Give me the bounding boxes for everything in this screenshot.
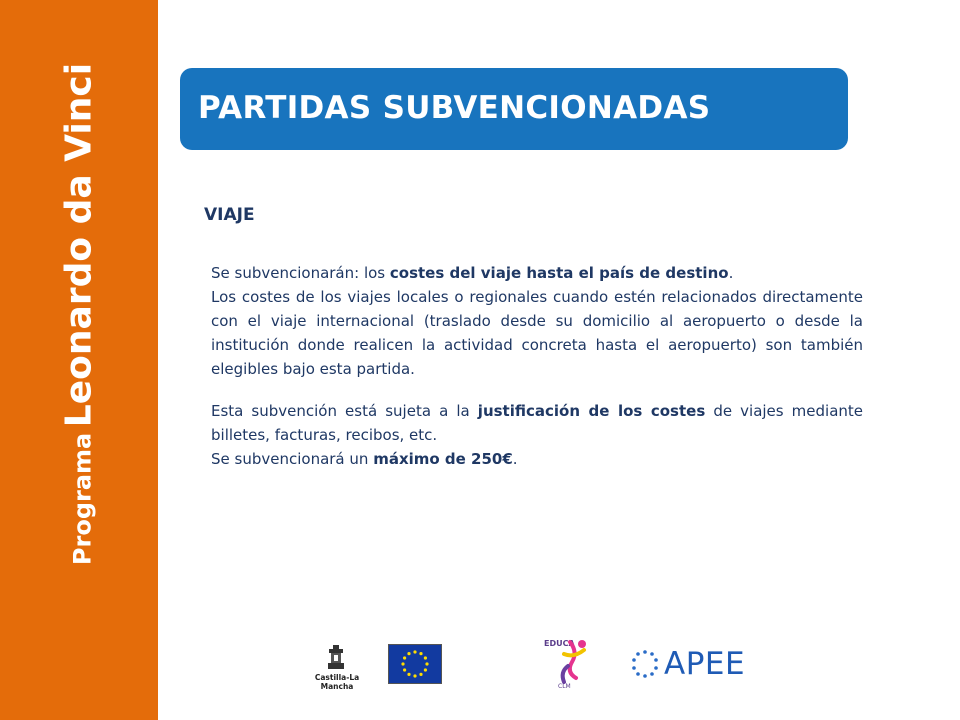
eu-flag — [388, 644, 442, 684]
p3-bold: justificación de los costes — [477, 402, 706, 420]
p1-bold: costes del viaje hasta el país de destino — [389, 264, 729, 282]
eu-flag-icon — [389, 645, 441, 683]
logo-strip — [0, 630, 960, 690]
castilla-la-mancha-label: Castilla-La Mancha — [314, 673, 360, 691]
title-banner — [180, 68, 848, 150]
p4-bold: máximo de 250€ — [373, 450, 513, 468]
educa-clm-figure-icon — [538, 632, 598, 690]
page-title: PARTIDAS SUBVENCIONADAS — [198, 90, 711, 126]
apee-label: APEE — [664, 646, 746, 682]
paragraph-4 — [211, 447, 863, 471]
paragraph-2: Los costes de los viajes locales o regionales cuando estén relacionados directamente con el viaje internacional (traslado desde su domicilio al aeropuerto o desde la institución donde realicen la actividad concreta hasta el aeropuerto) son también elegibles bajo esta partida. — [211, 288, 863, 378]
program-name — [59, 63, 100, 565]
paragraph-1 — [211, 261, 863, 285]
program-prefix: Programa — [68, 432, 97, 566]
p4-text-b: . — [512, 450, 518, 468]
educa-clm-logo — [538, 632, 598, 690]
p1-text-b: . — [728, 264, 734, 282]
apee-logo — [628, 646, 766, 682]
educa-suffix: CLM — [558, 683, 571, 690]
p4-text-a: Se subvencionará un — [211, 450, 374, 468]
castilla-la-mancha-logo — [298, 645, 376, 691]
section-heading: VIAJE — [204, 205, 255, 225]
educa-letters: EDUCA — [544, 639, 575, 648]
sidebar-band — [0, 0, 158, 720]
castilla-la-mancha-emblem-icon — [326, 645, 346, 671]
p1-text-a: Se subvencionarán: los — [211, 264, 390, 282]
program-title: Leonardo da Vinci — [58, 62, 100, 428]
body-text — [211, 261, 863, 471]
paragraph-3 — [211, 399, 863, 447]
p3-text-a: Esta subvención está sujeta a la — [211, 402, 478, 420]
p3-text-b: de viajes mediante billetes, facturas, recibos, etc. — [211, 402, 864, 444]
apee-stars-icon — [628, 646, 662, 682]
